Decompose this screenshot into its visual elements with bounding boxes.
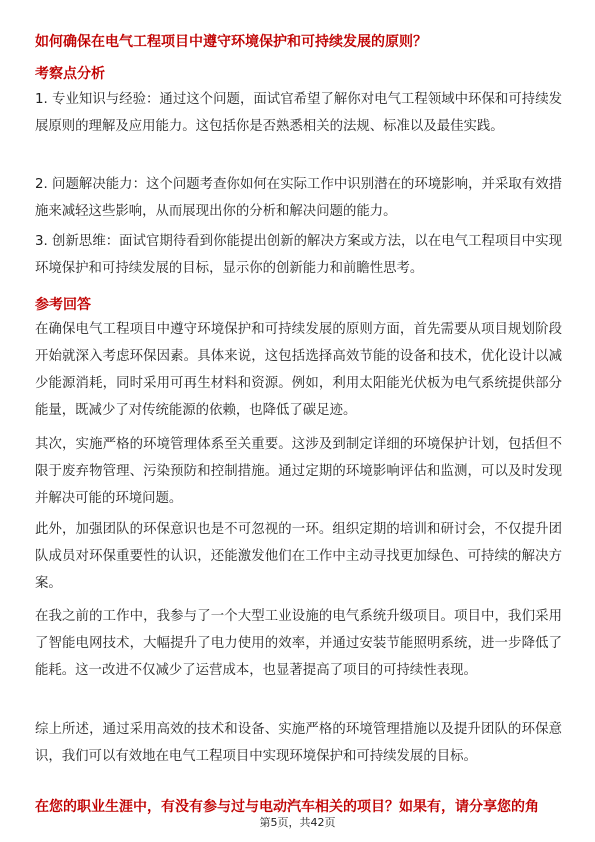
analysis-point-1: 1. 专业知识与经验：通过这个问题，面试官希望了解你对电气工程领域中环保和可持续发展原则的理解及应用能力。这包括你是否熟悉相关的法规、标准以及最佳实践。 [35,92,562,134]
answer-paragraph-4: 在我之前的工作中，我参与了一个大型工业设施的电气系统升级项目。项目中，我们采用了智能电网技术，大幅提升了电力使用的效率，并通过安装节能照明系统，进一步降低了能耗。这一改进不仅减少了运营成本，也显著提高了项目的可持续性表现。 [35,609,562,678]
analysis-heading: 考察点分析 [35,66,105,82]
answer-paragraph-5: 综上所述，通过采用高效的技术和设备、实施严格的环境管理措施以及提升团队的环保意识，我们可以有效地在电气工程项目中实现环境保护和可持续发展的目标。 [35,722,562,764]
next-question-title: 在您的职业生涯中，有没有参与过与电动汽车相关的项目？如果有，请分享您的角 [35,799,539,815]
answer-paragraph-1: 在确保电气工程项目中遵守环境保护和可持续发展的原则方面，首先需要从项目规划阶段开始就深入考虑环保因素。具体来说，这包括选择高效节能的设备和技术，优化设计以减少能源消耗，同时采用可再生材料和资源。例如，利用太阳能光伏板为电气系统提供部分能量，既减少了对传统能源的依赖，也降低了碳足迹。 [35,322,562,418]
answer-heading: 参考回答 [35,297,91,313]
analysis-point-2: 2. 问题解决能力：这个问题考查你如何在实际工作中识别潜在的环境影响，并采取有效措施来减轻这些影响，从而展现出你的分析和解决问题的能力。 [35,177,562,219]
question-title: 如何确保在电气工程项目中遵守环境保护和可持续发展的原则？ [35,34,427,50]
analysis-point-3: 3. 创新思维：面试官期待看到你能提出创新的解决方案或方法，以在电气工程项目中实现环境保护和可持续发展的目标，显示你的创新能力和前瞻性思考。 [35,234,562,276]
page-number: 第5页，共42页 [259,816,336,829]
answer-paragraph-3: 此外，加强团队的环保意识也是不可忽视的一环。组织定期的培训和研讨会，不仅提升团队成员对环保重要性的认识，还能激发他们在工作中主动寻找更加绿色、可持续的解决方案。 [35,522,562,591]
answer-paragraph-2: 其次，实施严格的环境管理体系至关重要。这涉及到制定详细的环境保护计划，包括但不限于废弃物管理、污染预防和控制措施。通过定期的环境影响评估和监测，可以及时发现并解决可能的环境问题。 [35,437,562,506]
